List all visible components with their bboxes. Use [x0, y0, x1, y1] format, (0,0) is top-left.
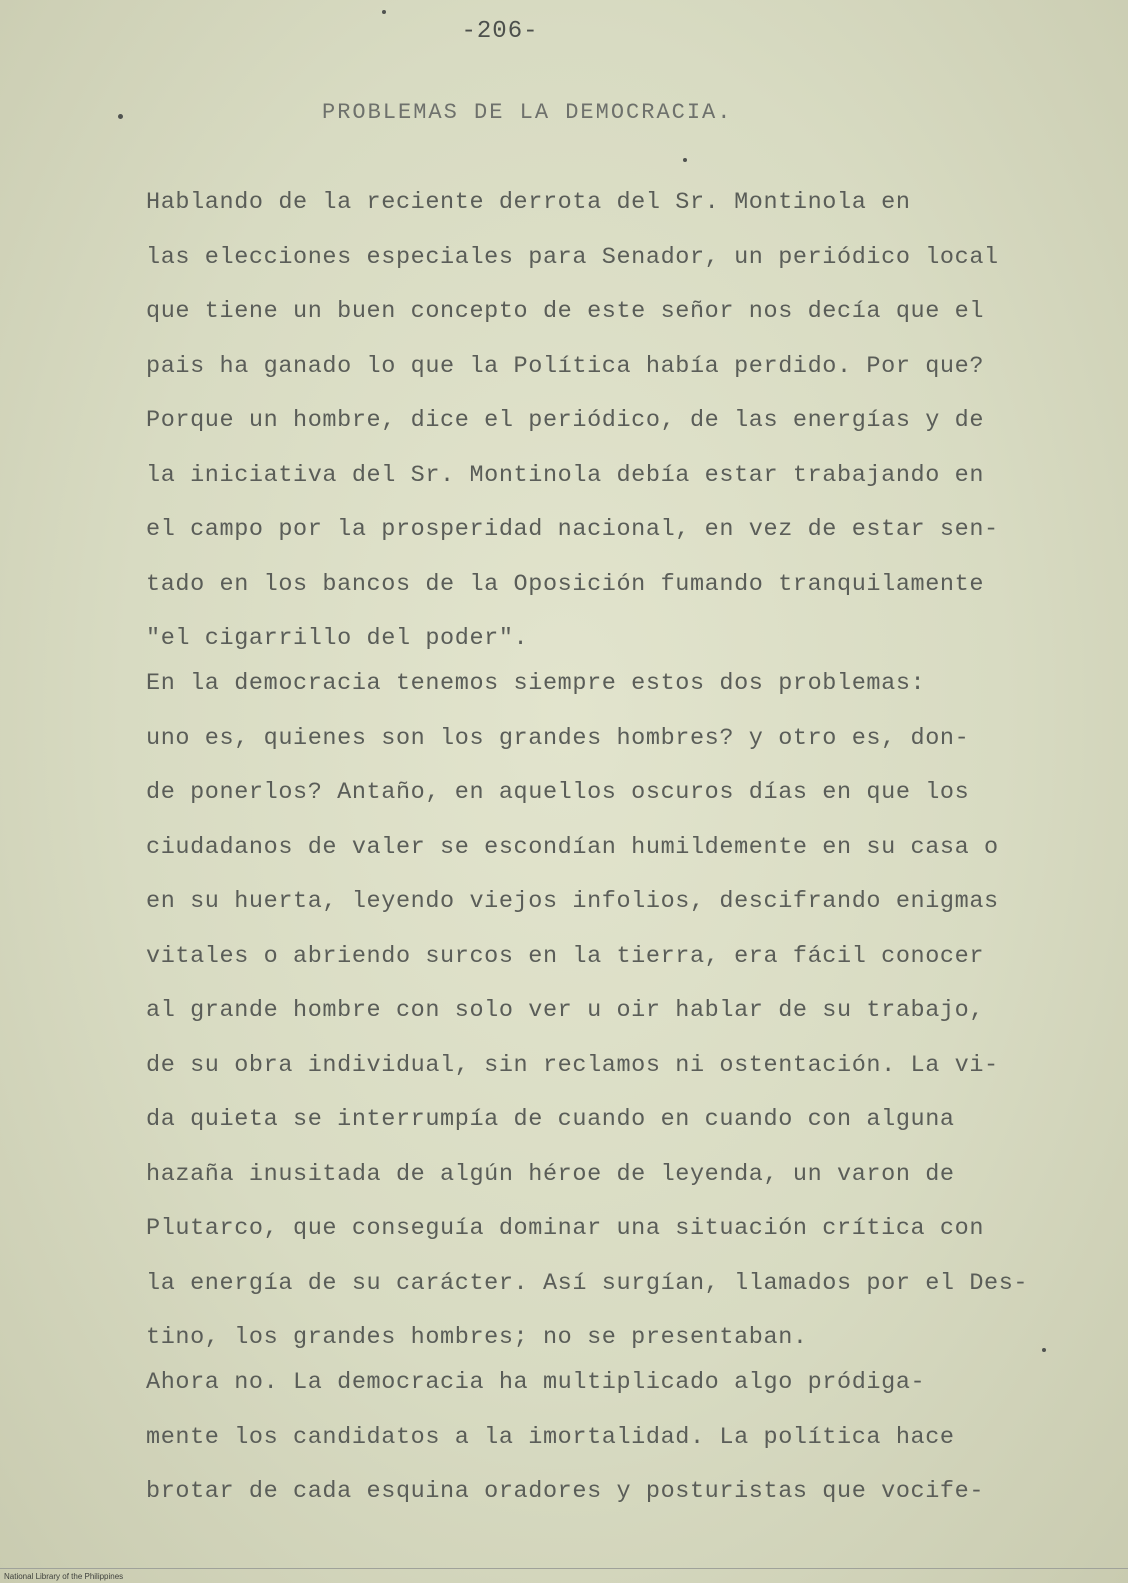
paragraph-1: Hablando de la reciente derrota del Sr. Montinola en las elecciones especiales para Senador, un periódico local que tiene un buen concepto de este señor nos decía que el pais ha ganado lo que la Política había perdido. Por que? Porque un hombre, dice el periódico, de las energías y de la iniciativa del Sr. Montinola debía estar trabajando en el campo por la prosperidad nacional, en vez de estar sen- tado en los bancos de la Oposición fumando tranquilamente "el cigarrillo del poder". [146, 189, 999, 652]
ink-speck [1042, 1348, 1046, 1352]
ink-speck [118, 114, 123, 119]
library-credit: National Library of the Philippines [4, 1572, 124, 1581]
page-edge-divider [0, 1568, 1128, 1569]
page-title: PROBLEMAS DE LA DEMOCRACIA. [322, 100, 733, 125]
ink-speck [683, 158, 687, 162]
paragraph-2: En la democracia tenemos siempre estos dos problemas: uno es, quienes son los grandes hombres? y otro es, don- de ponerlos? Antaño, en aquellos oscuros días en que los ciudadanos de valer se escondían humildemente en su casa o en su huerta, leyendo viejos infolios, descifrando enigmas vitales o abriendo surcos en la tierra, era fácil conocer al grande hombre con solo ver u oir hablar de su trabajo, de su obra individual, sin reclamos ni ostentación. La vi- da quieta se interrumpía de cuando en cuando con alguna hazaña inusitada de algún héroe de leyenda, un varon de Plutarco, que conseguía dominar una situación crítica con la energía de su carácter. Así surgían, llamados por el Des- tino, los grandes hombres; no se presentaban. [146, 670, 1029, 1351]
paragraph-3: Ahora no. La democracia ha multiplicado algo pródiga- mente los candidatos a la imortalidad. La política hace brotar de cada esquina oradores y posturistas que vocife- [146, 1369, 985, 1505]
ink-speck [382, 10, 386, 14]
page-number: -206- [461, 18, 539, 45]
